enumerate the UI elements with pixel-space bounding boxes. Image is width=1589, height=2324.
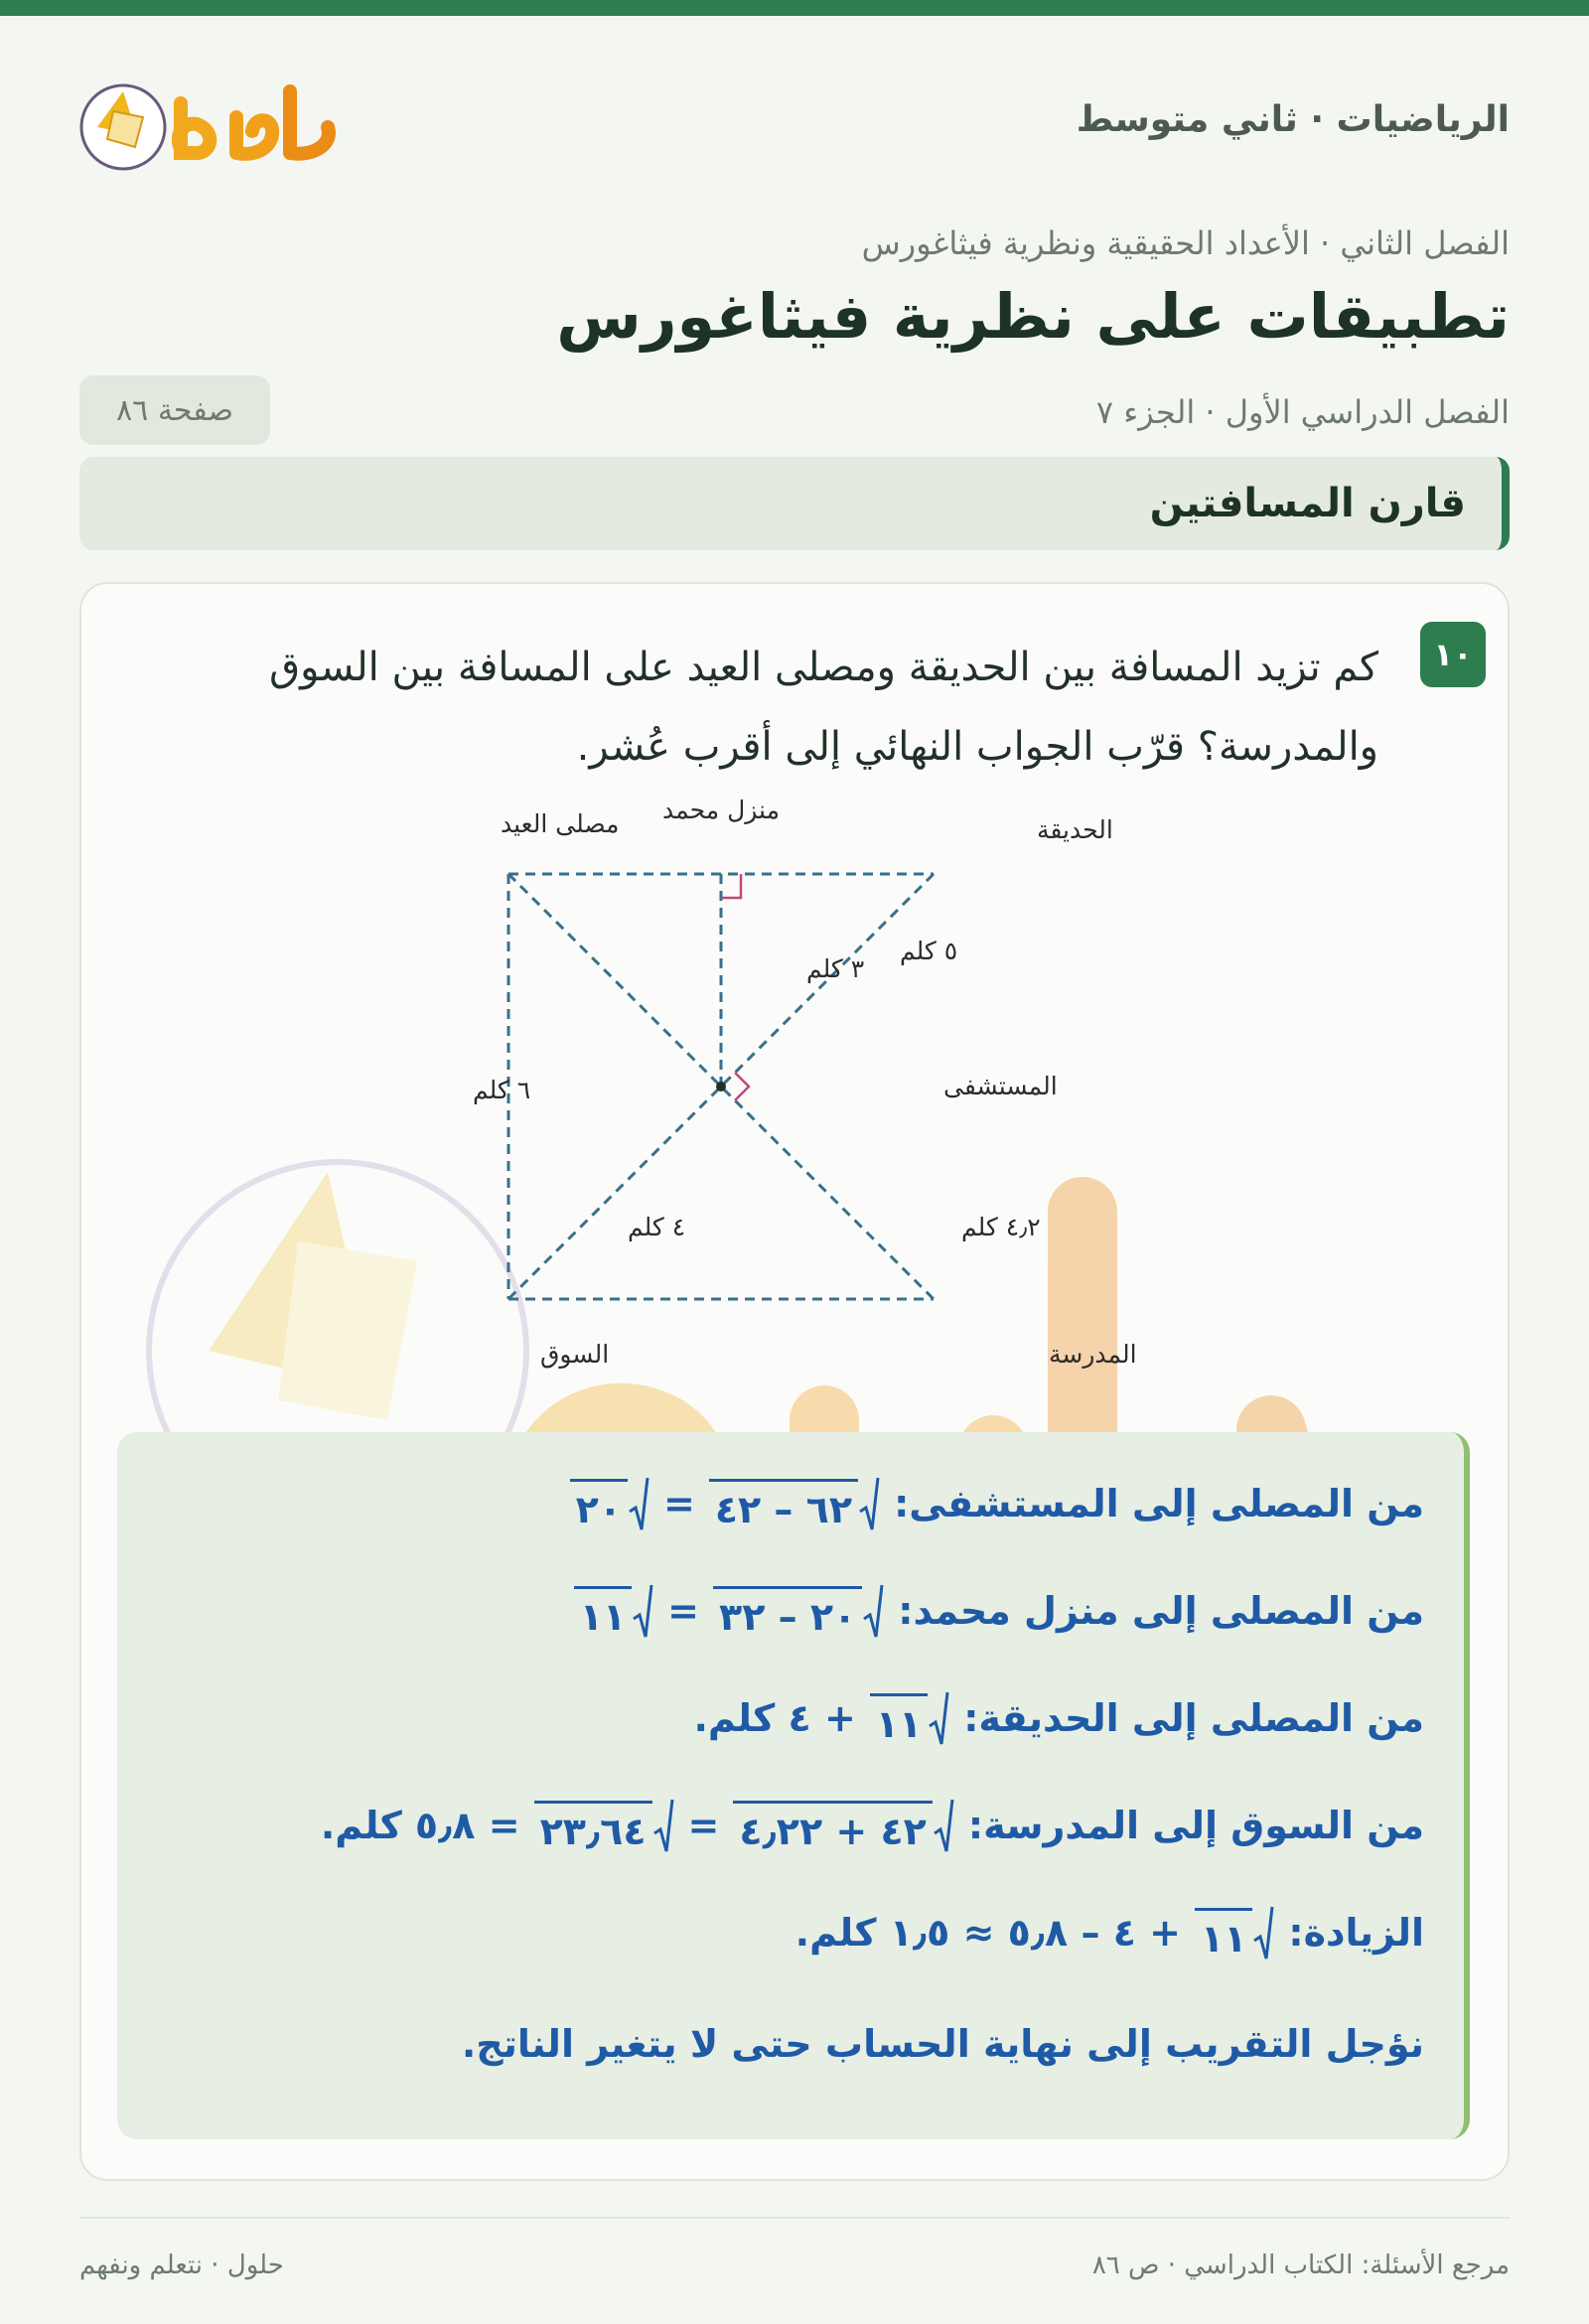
sqrt-symbol bbox=[870, 1690, 949, 1746]
top-accent-bar bbox=[0, 0, 1589, 16]
dist-house-hospital: ٣ كلم bbox=[806, 954, 865, 983]
solution-line-5 bbox=[795, 1905, 1424, 1961]
holool-logo bbox=[77, 62, 356, 177]
solution-line-4 bbox=[321, 1798, 1424, 1853]
solution-line-1 bbox=[570, 1476, 1424, 1531]
right-angle-mark-top bbox=[721, 874, 741, 898]
label-house: منزل محمد bbox=[662, 796, 780, 824]
solution-line-2 bbox=[574, 1583, 1424, 1639]
right-angle-mark-center bbox=[735, 1073, 749, 1100]
line1-result: ٢٠ bbox=[570, 1479, 628, 1531]
footer-brand: حلول · نتعلم ونفهم bbox=[79, 2251, 284, 2280]
hospital-point bbox=[716, 1082, 726, 1091]
term-label: الفصل الدراسي الأول · الجزء ٧ bbox=[1095, 393, 1510, 431]
line1-radicand: ٦٢ – ٤٢ bbox=[709, 1479, 858, 1531]
line5-rest: + ٤ – ٥٫٨ ≈ ١٫٥ كلم. bbox=[794, 1911, 1181, 1955]
distance-diagram bbox=[377, 775, 1137, 1390]
dist-left: ٦ كلم bbox=[473, 1076, 531, 1104]
sqrt-symbol bbox=[733, 1798, 953, 1853]
sqrt-symbol bbox=[709, 1476, 880, 1531]
subject-label: الرياضيات · ثاني متوسط bbox=[1076, 99, 1510, 140]
question-text: كم تزيد المسافة بين الحديقة ومصلى العيد على المسافة بين السوق والمدرسة؟ قرّب الجواب النهائي إلى أقرب عُشر. bbox=[269, 645, 1378, 770]
sqrt-symbol bbox=[570, 1476, 650, 1531]
line1-equals: = bbox=[662, 1482, 695, 1525]
line4-rest: = ٥٫٨ كلم. bbox=[320, 1804, 520, 1847]
line4-result: ٢٣٫٦٤ bbox=[534, 1801, 652, 1853]
line3-rest: + ٤ كلم. bbox=[693, 1696, 856, 1740]
line4-label: من السوق إلى المدرسة: bbox=[967, 1804, 1424, 1847]
sqrt-symbol bbox=[713, 1583, 884, 1639]
dist-garden-hospital: ٥ كلم bbox=[900, 937, 958, 965]
line3-radicand: ١١ bbox=[870, 1693, 928, 1746]
label-school: المدرسة bbox=[1049, 1340, 1137, 1369]
line2-equals: = bbox=[667, 1589, 699, 1633]
line5-label: الزيادة: bbox=[1288, 1911, 1424, 1955]
label-eid: مصلى العيد bbox=[501, 809, 620, 838]
sqrt-symbol bbox=[534, 1798, 674, 1853]
question-number: ١٠ bbox=[1420, 622, 1486, 687]
line1-label: من المصلى إلى المستشفى: bbox=[894, 1482, 1424, 1525]
section-header bbox=[79, 457, 1510, 550]
solution-line-3 bbox=[693, 1690, 1424, 1746]
line4-equals: = bbox=[687, 1804, 720, 1847]
label-garden: الحديقة bbox=[1037, 815, 1113, 844]
footer-divider bbox=[79, 2217, 1510, 2219]
line2-label: من المصلى إلى منزل محمد: bbox=[898, 1589, 1424, 1633]
label-hospital: المستشفى bbox=[943, 1072, 1058, 1100]
solution-box bbox=[117, 1432, 1470, 2139]
chapter-label: الفصل الثاني · الأعداد الحقيقية ونظرية فيثاغورس bbox=[861, 224, 1510, 262]
page-title: تطبيقات على نظرية فيثاغورس bbox=[556, 280, 1510, 353]
line2-radicand: ٢٠ – ٣٢ bbox=[713, 1586, 862, 1639]
page-number-badge: صفحة ٨٦ bbox=[79, 375, 270, 445]
sqrt-symbol bbox=[1195, 1905, 1274, 1961]
footer-source: مرجع الأسئلة: الكتاب الدراسي · ص ٨٦ bbox=[1091, 2251, 1510, 2280]
dist-school-hospital: ٤٫٢ كلم bbox=[961, 1213, 1041, 1241]
line2-result: ١١ bbox=[574, 1586, 632, 1639]
dist-market-hospital: ٤ كلم bbox=[628, 1213, 686, 1241]
label-market: السوق bbox=[540, 1340, 610, 1369]
sqrt-symbol bbox=[574, 1583, 653, 1639]
line4-radicand: ٤٢ + ٤٫٢٢ bbox=[733, 1801, 932, 1853]
line5-radicand: ١١ bbox=[1195, 1908, 1252, 1961]
solution-note bbox=[462, 2022, 1424, 2066]
section-title: قارن المسافتين bbox=[1149, 481, 1466, 526]
note-text: نؤجل التقريب إلى نهاية الحساب حتى لا يتغير الناتج. bbox=[461, 2022, 1424, 2066]
line3-label: من المصلى إلى الحديقة: bbox=[963, 1696, 1424, 1740]
